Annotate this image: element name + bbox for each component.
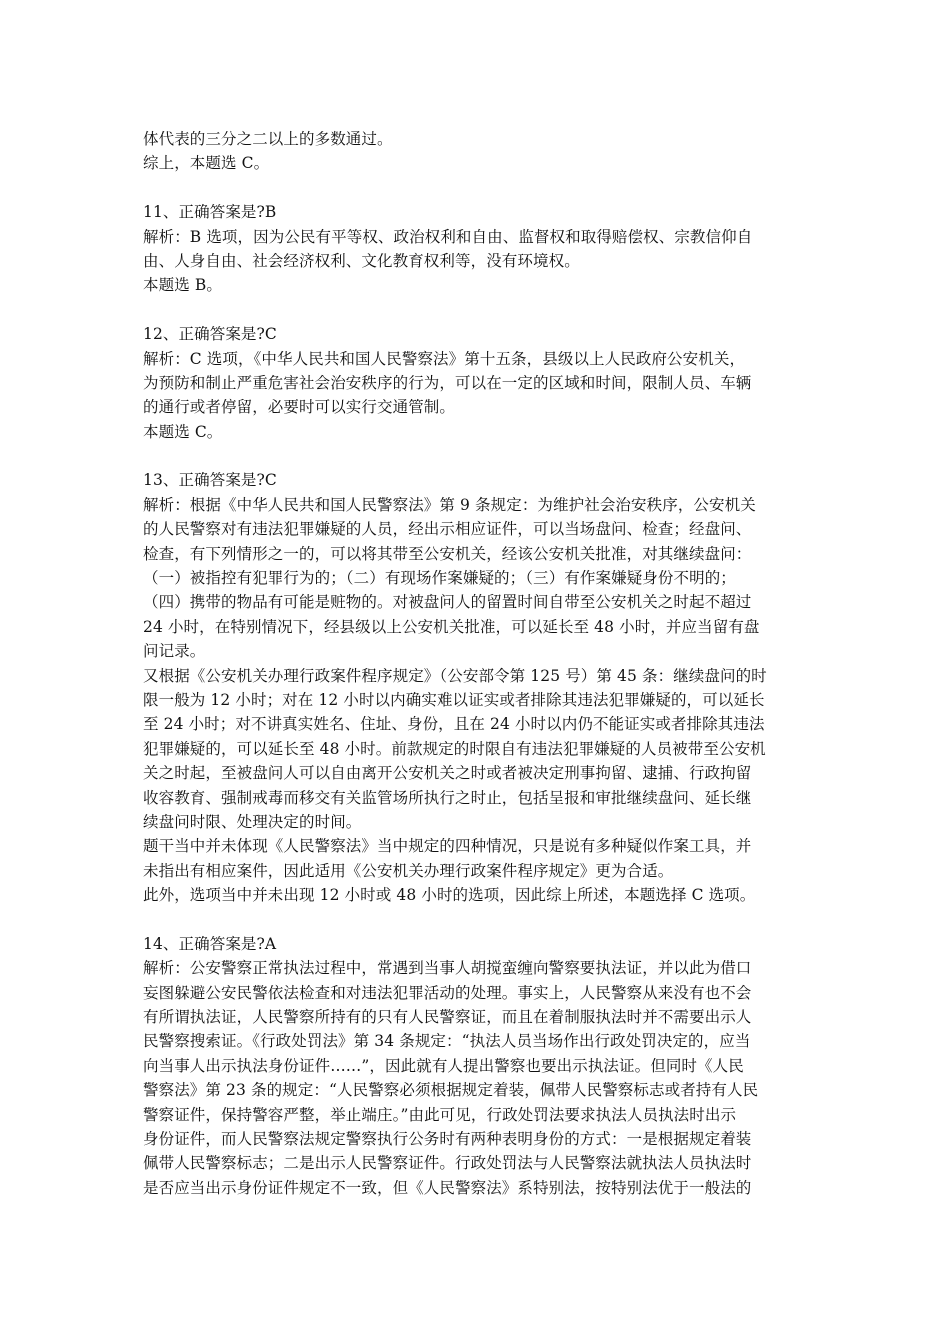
text-line: 警察法》第 23 条的规定：“人民警察必须根据规定着装，佩带人民警察标志或者持有人民 <box>143 1081 759 1100</box>
text-line: 的人民警察对有违法犯罪嫌疑的人员，经出示相应证件，可以当场盘问、检查；经盘问、 <box>143 520 752 539</box>
text-line: 民警察搜索证。《行政处罚法》第 34 条规定：“执法人员当场作出行政处罚决定的，应当 <box>143 1032 751 1051</box>
text-line: 犯罪嫌疑的，可以延长至 48 小时。前款规定的时限自有违法犯罪嫌疑的人员被带至公安机 <box>143 739 766 758</box>
text-line: 解析：C 选项，《中华人民共和国人民警察法》第十五条，县级以上人民政府公安机关， <box>143 349 746 368</box>
text-line: 解析：B 选项，因为公民有平等权、政治权利和自由、监督权和取得赔偿权、宗教信仰自 <box>143 227 753 246</box>
text-line: 续盘问时限、处理决定的时间。 <box>143 812 362 831</box>
text-line: （一）被指控有犯罪行为的；（二）有现场作案嫌疑的；（三）有作案嫌疑身份不明的； <box>143 569 736 588</box>
text-line: 未指出有相应案件，因此适用《公安机关办理行政案件程序规定》更为合适。 <box>143 861 674 880</box>
answer-heading-13: 13、正确答案是?C <box>143 471 277 490</box>
text-line: 有所谓执法证，人民警察所持有的只有人民警察证，而且在着制服执法时并不需要出示人 <box>143 1008 752 1027</box>
blank-line <box>143 444 811 468</box>
text-line: 收容教育、强制戒毒而移交有关监管场所执行之时止，包括呈报和审批继续盘问、延长继 <box>143 788 752 807</box>
text-line: 是否应当出示身份证件规定不一致，但《人民警察法》系特别法，按特别法优于一般法的 <box>143 1178 752 1197</box>
text-line: （四）携带的物品有可能是赃物的。对被盘问人的留置时间自带至公安机关之时起不超过 <box>143 593 752 612</box>
text-line: 此外，选项当中并未出现 12 小时或 48 小时的选项，因此综上所述，本题选择 C 选项。 <box>143 886 756 905</box>
text-line: 佩带人民警察标志；二是出示人民警察证件。行政处罚法与人民警察法就执法人员执法时 <box>143 1154 752 1173</box>
text-line: 向当事人出示执法身份证件……”，因此就有人提出警察也要出示执法证。但同时《人民 <box>143 1056 744 1075</box>
text-line: 至 24 小时；对不讲真实姓名、住址、身份，且在 24 小时以内仍不能证实或者排除其违法 <box>143 715 765 734</box>
text-line: 由、人身自由、社会经济权利、文化教育权利等，没有环境权。 <box>143 251 580 270</box>
text-line: 妄图躲避公安民警依法检查和对违法犯罪活动的处理。事实上，人民警察从来没有也不会 <box>143 983 752 1002</box>
text-line: 综上，本题选 C。 <box>143 154 270 173</box>
text-line: 为预防和制止严重危害社会治安秩序的行为，可以在一定的区域和时间，限制人员、车辆 <box>143 373 752 392</box>
text-line: 解析：根据《中华人民共和国人民警察法》第 9 条规定：为维护社会治安秩序，公安机关 <box>143 495 756 514</box>
text-line: 问记录。 <box>143 642 206 661</box>
text-line: 解析：公安警察正常执法过程中，常遇到当事人胡搅蛮缠向警察要执法证，并以此为借口 <box>143 959 752 978</box>
text-line: 24 小时，在特别情况下，经县级以上公安机关批准，可以延长至 48 小时，并应当留有盘 <box>143 617 760 636</box>
text-line: 关之时起，至被盘问人可以自由离开公安机关之时或者被决定刑事拘留、逮捕、行政拘留 <box>143 764 752 783</box>
answer-heading-11: 11、正确答案是?B <box>143 203 277 222</box>
text-line: 身份证件，而人民警察法规定警察执行公务时有两种表明身份的方式：一是根据规定着装 <box>143 1130 752 1149</box>
answer-heading-12: 12、正确答案是?C <box>143 325 277 344</box>
answer-heading-14: 14、正确答案是?A <box>143 934 277 953</box>
text-line: 本题选 C。 <box>143 422 223 441</box>
text-line: 的通行或者停留，必要时可以实行交通管制。 <box>143 398 456 417</box>
text-line: 警察证件，保持警容严整，举止端庄。”由此可见，行政处罚法要求执法人员执法时出示 <box>143 1105 737 1124</box>
text-line: 检查，有下列情形之一的，可以将其带至公安机关，经该公安机关批准，对其继续盘问： <box>143 544 752 563</box>
blank-line <box>143 176 811 200</box>
blank-line <box>143 298 811 322</box>
text-line: 限一般为 12 小时；对在 12 小时以内确实难以证实或者排除其违法犯罪嫌疑的，可以延长 <box>143 690 765 709</box>
text-line: 又根据《公安机关办理行政案件程序规定》（公安部令第 125 号）第 45 条：继续盘问的时 <box>143 666 767 685</box>
blank-line <box>143 908 811 932</box>
text-line: 本题选 B。 <box>143 276 222 295</box>
text-line: 题干当中并未体现《人民警察法》当中规定的四种情况，只是说有多种疑似作案工具，并 <box>143 837 752 856</box>
text-line: 体代表的三分之二以上的多数通过。 <box>143 130 393 148</box>
document-body <box>143 127 811 1200</box>
